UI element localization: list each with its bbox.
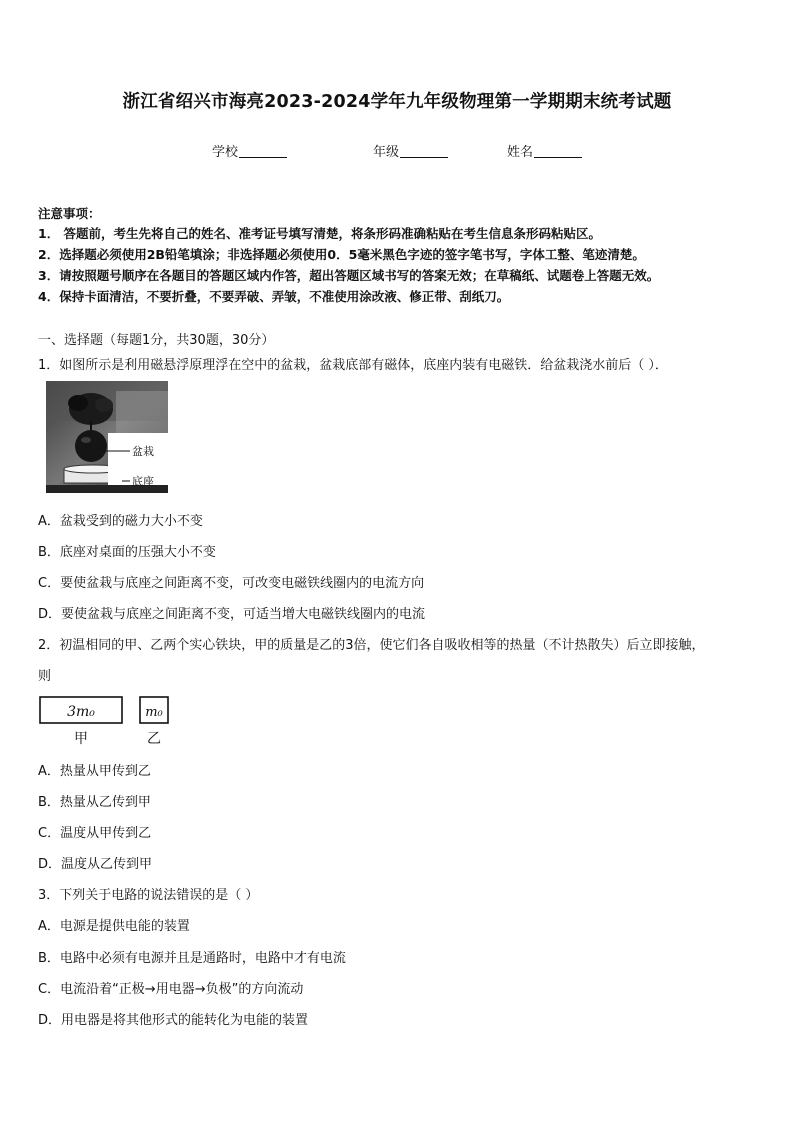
question-2-option-c[interactable]: C．温度从甲传到乙 (38, 826, 152, 841)
figure-label-pot: 盆栽 (132, 445, 154, 458)
school-field (212, 141, 287, 160)
note-item: 3．请按照题号顺序在各题目的答题区域内作答，超出答题区域书写的答案无效；在草稿纸、试题卷上答题无效。 (38, 268, 660, 283)
block-a-mass: 3m₀ (67, 704, 95, 720)
name-field (507, 141, 582, 160)
question-2-option-a[interactable]: A．热量从甲传到乙 (38, 764, 151, 779)
grade-blank (400, 145, 448, 158)
name-label: 姓名 (507, 145, 534, 160)
school-label: 学校 (212, 145, 239, 160)
question-3-stem: 3．下列关于电路的说法错误的是（ ） (38, 888, 259, 903)
block-b-mass: m₀ (145, 705, 163, 720)
block-b-label: 乙 (147, 731, 161, 747)
note-item: 4．保持卡面清洁，不要折叠，不要弄破、弄皱，不准使用涂改液、修正带、刮纸刀。 (38, 289, 510, 304)
note-item: 1． 答题前，考生先将自己的姓名、准考证号填写清楚，将条形码准确粘贴在考生信息条形码粘贴区。 (38, 226, 602, 241)
question-3-option-d[interactable]: D．用电器是将其他形式的能转化为电能的装置 (38, 1013, 309, 1028)
question-1-option-b[interactable]: B．底座对桌面的压强大小不变 (38, 545, 216, 560)
grade-label: 年级 (373, 145, 400, 160)
question-3-option-a[interactable]: A．电源是提供电能的装置 (38, 919, 190, 934)
school-blank (239, 145, 287, 158)
question-1-option-a[interactable]: A．盆栽受到的磁力大小不变 (38, 514, 203, 529)
question-3-option-c[interactable]: C．电流沿着“正极→用电器→负极”的方向流动 (38, 982, 304, 997)
question-2-stem: 2．初温相同的甲、乙两个实心铁块，甲的质量是乙的3倍，使它们各自吸收相等的热量（不计热散失）后立即接触， (38, 638, 705, 653)
notes-heading: 注意事项： (38, 206, 101, 221)
question-2-option-d[interactable]: D．温度从乙传到甲 (38, 857, 153, 872)
grade-field (373, 141, 448, 160)
name-blank (534, 145, 582, 158)
section-title: 一、选择题（每题1分，共30题，30分） (38, 333, 275, 348)
iron-blocks-figure (38, 695, 178, 747)
note-item: 2．选择题必须使用2B铅笔填涂；非选择题必须使用0．5毫米黑色字迹的签字笔书写，字体工整、笔迹清楚。 (38, 247, 645, 262)
question-2-option-b[interactable]: B．热量从乙传到甲 (38, 795, 151, 810)
question-1-option-d[interactable]: D．要使盆栽与底座之间距离不变，可适当增大电磁铁线圈内的电流 (38, 607, 426, 622)
exam-title: 浙江省绍兴市海亮2023-2024学年九年级物理第一学期期末统考试题 (122, 92, 672, 112)
question-1-option-c[interactable]: C．要使盆栽与底座之间距离不变，可改变电磁铁线圈内的电流方向 (38, 576, 425, 591)
question-3-option-b[interactable]: B．电路中必须有电源并且是通路时，电路中才有电流 (38, 951, 346, 966)
maglev-bonsai-photo (46, 381, 168, 493)
question-1-stem: 1．如图所示是利用磁悬浮原理浮在空中的盆栽，盆栽底部有磁体，底座内装有电磁铁．给盆栽浇水前后（ ）． (38, 358, 668, 373)
block-a-label: 甲 (74, 731, 88, 747)
question-2-stem-cont: 则 (38, 669, 52, 684)
figure-label-base: 底座 (132, 475, 154, 488)
